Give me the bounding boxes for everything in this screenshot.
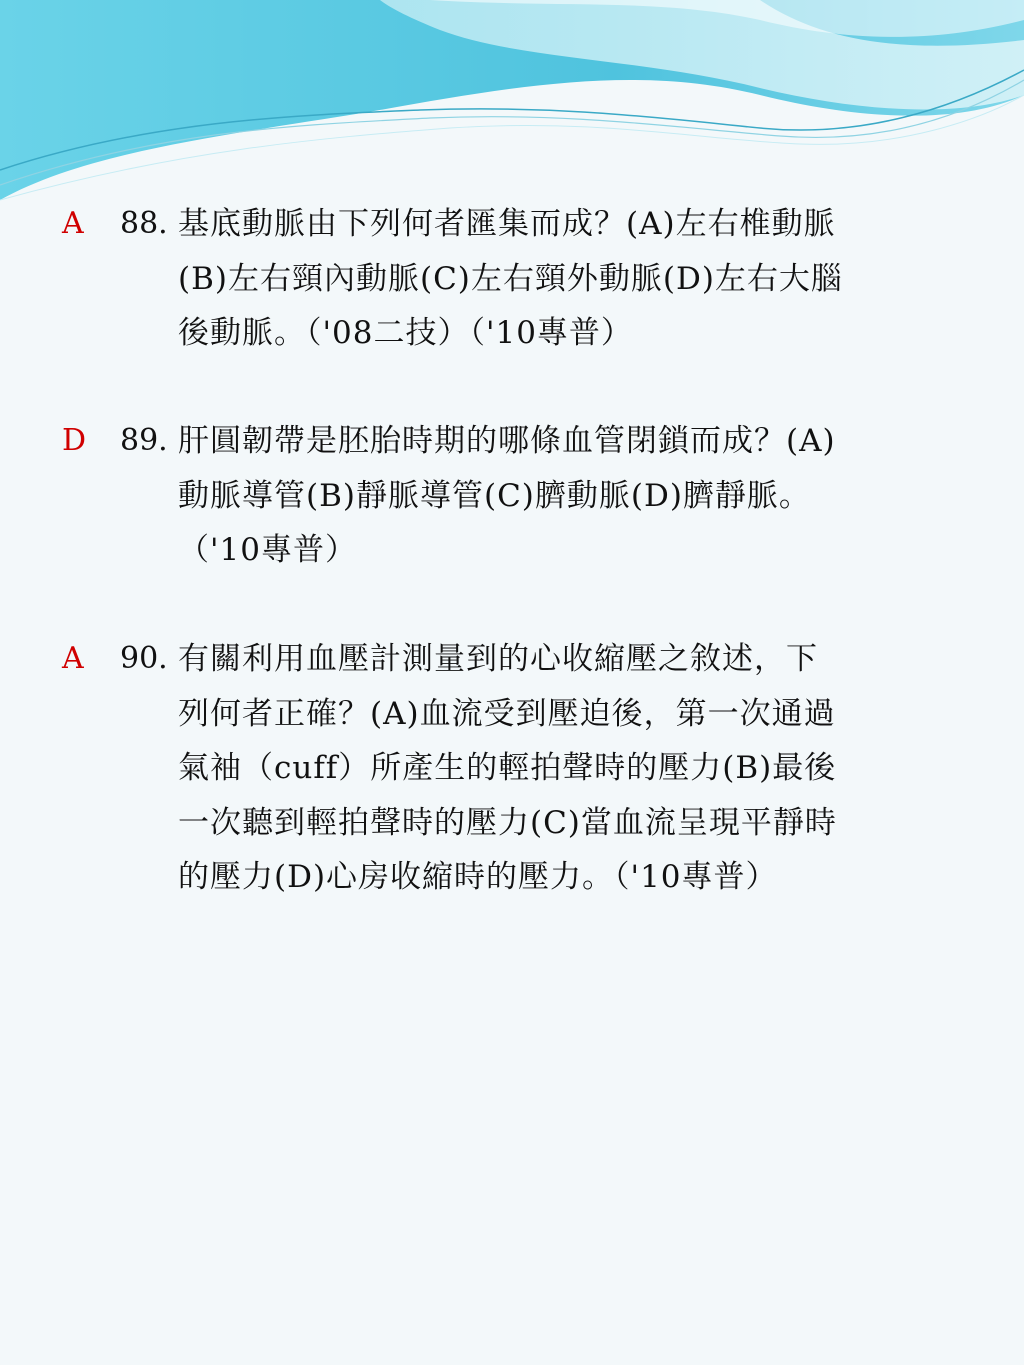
answer-label: A bbox=[62, 206, 84, 241]
question-line: 動脈導管(B)靜脈導管(C)臍動脈(D)臍靜脈。 bbox=[178, 477, 811, 514]
question-line: 一次聽到輕拍聲時的壓力(C)當血流呈現平靜時 bbox=[178, 804, 837, 841]
question-number: 88. bbox=[120, 206, 168, 241]
question-line: 有關利用血壓計測量到的心收縮壓之敘述，下 bbox=[178, 641, 818, 677]
answer-label: D bbox=[62, 423, 87, 458]
question-line: 列何者正確？(A)血流受到壓迫後，第一次通過 bbox=[178, 695, 836, 732]
question-line: 基底動脈由下列何者匯集而成？(A)左右椎動脈 bbox=[178, 206, 836, 242]
answer-label: A bbox=[62, 641, 84, 676]
question-text bbox=[178, 197, 958, 361]
question-line: 肝圓韌帶是胚胎時期的哪條血管閉鎖而成？(A) bbox=[178, 423, 836, 459]
question-line: (B)左右頸內動脈(C)左右頸外動脈(D)左右大腦 bbox=[178, 260, 843, 297]
question-line: 的壓力(D)心房收縮時的壓力。（'10專普） bbox=[178, 859, 778, 895]
question-line: 後動脈。（'08二技）（'10專普） bbox=[178, 315, 633, 351]
question-number: 90. bbox=[120, 641, 168, 676]
question-text bbox=[178, 632, 958, 905]
question-number: 89. bbox=[120, 423, 168, 458]
question-line: 氣袖（cuff）所產生的輕拍聲時的壓力(B)最後 bbox=[178, 750, 837, 786]
question-line: （'10專普） bbox=[178, 532, 357, 568]
question-text bbox=[178, 414, 958, 578]
